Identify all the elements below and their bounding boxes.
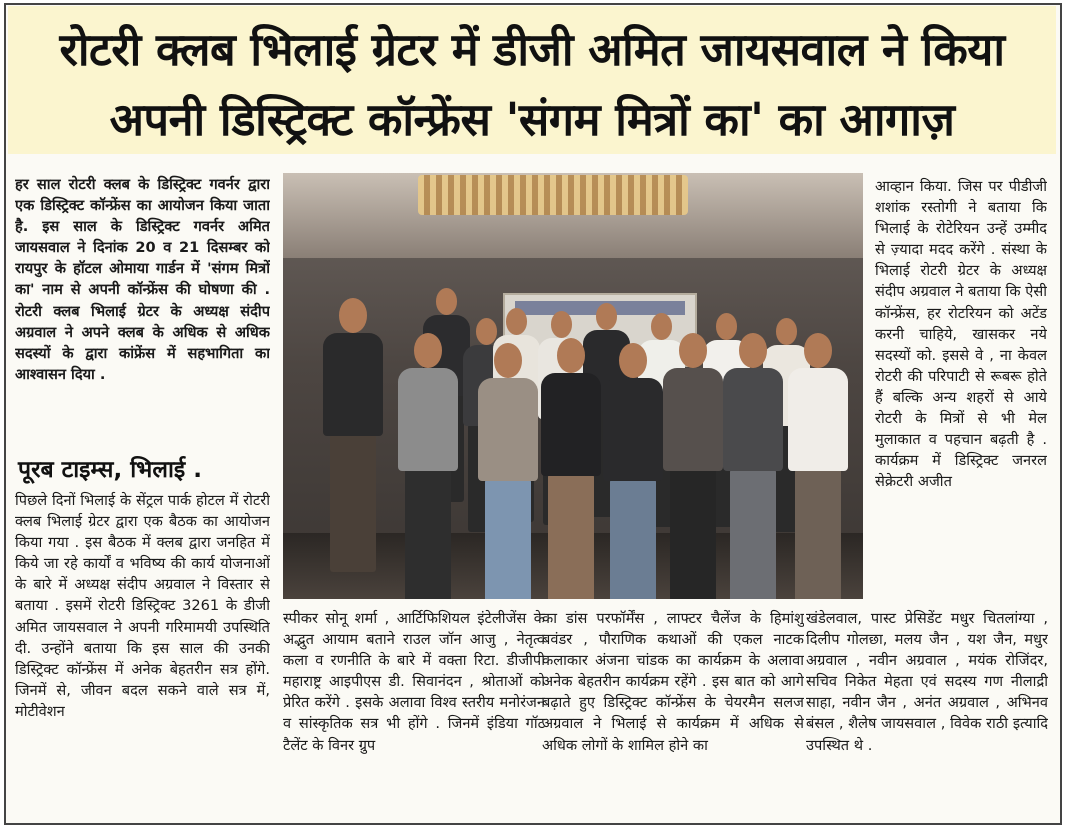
photo-person-head <box>596 303 618 330</box>
article-column-3: का डांस परफॉर्मेंस , लाफ्टर चैलेंज के हिमांशु बवंडर , पौराणिक कथाओं की एकल नाटक कलाकार अंजना चांडक का कार्यक्रम के अलावा अनेक बेहतरीन कार्यक्रम रहेंगे . इस बात को आगे बढ़ाते हुए डिस्ट्रिक्ट कॉन्फ्रेंस के चेयरमैन सलज अग्रवाल ने भिलाई से कार्यक्रम में अधिक से अधिक लोगों के शामिल होने का <box>542 610 804 754</box>
headline-banner <box>8 6 1056 154</box>
photo-person-head <box>557 338 585 373</box>
article-column-4-bottom: खंडेलवाल, पास्ट प्रेसिडेंट मधुर चितलांग्या , दिलीप गोलछा, मलय जैन , यश जैन, मधुर अग्रवाल , नवीन अग्रवाल , मयंक रोजिंदर, सचिव निकेत मेहता एवं सदस्य गण नीलाद्री साहा, नवीन जैन , अनंत अग्रवाल , अभिनव बंसल , शैलेष जायसवाल , विवेक राठी इत्यादि उपस्थित थे . <box>806 610 1048 754</box>
photo-person-head <box>776 318 798 345</box>
photo-person-legs <box>730 469 776 599</box>
article-column-1: पिछले दिनों भिलाई के सेंट्रल पार्क होटल में रोटरी क्लब भिलाई ग्रेटर द्वारा एक बैठक का आयोजन किया गया . इस बैठक में क्लब द्वारा जनहित में किये जा रहे कार्यों व भविष्य की कार्य योजनाओं के बारे में अध्यक्ष संदीप अग्रवाल ने विस्तार से बताया . इसमें रोटरी डिस्ट्रिक्ट 3261 के डीजी अमित जायसवाल ने अपनी गरिमामयी उपस्थिति दी. उन्होंने बताया कि इस साल की उनकी डिस्ट्रिक्ट कॉन्फ्रेंस में अनेक बेहतरीन सत्र होंगे. जिनमें से, जीवन बदल सकने वाले सत्र में, मोटीवेशन <box>15 492 270 720</box>
photo-person-body <box>398 368 458 472</box>
photo-person-head <box>679 333 707 368</box>
photo-person-body <box>723 368 783 472</box>
group-photo <box>283 173 863 599</box>
photo-person-legs <box>610 479 656 599</box>
photo-person-head <box>619 343 647 378</box>
headline-line-2: अपनी डिस्ट्रिक्ट कॉन्फ्रेंस 'संगम मित्रों का' का आगाज़ <box>109 93 955 146</box>
article-column-2: स्पीकर सोनू शर्मा , आर्टिफिशियल इंटेलीजेंस के अद्भुत आयाम बताने राउल जॉन आजु , नेतृत्व कला व रणनीति के बारे में वक्ता रिटा. डीजीपी महाराष्ट्र आइपीएस डी. सिवानंदन , श्रोताओं को प्रेरित करेंगे . इसके अलावा विश्व स्तरीय मनोरंजन व सांस्कृतिक सत्र भी होंगे . जिनमें इंडिया गॉट टैलेंट के विनर ग्रुप <box>283 610 545 754</box>
intro-paragraph: हर साल रोटरी क्लब के डिस्ट्रिक्ट गवर्नर द्वारा एक डिस्ट्रिक्ट कॉन्फ्रेंस का आयोजन किया जाता है. इस साल के डिस्ट्रिक्ट गवर्नर अमित जायसवाल ने दिनांक 20 व 21 दिसम्बर को रायपुर के हॉटल ओमाया गार्डन में 'संगम मित्रों का' नाम से अपनी कॉन्फ्रेंस की घोषणा की . रोटरी क्लब भिलाई ग्रेटर के अध्यक्ष संदीप अग्रवाल ने अपने क्लब के अधिक से अधिक सदस्यों के द्वारा कांफ्रेंस में सहभागिता का आश्वासन दिया . <box>15 176 270 383</box>
article-column-4-top: आव्हान किया. जिस पर पीडीजी शशांक रस्तोगी ने बताया कि भिलाई के रोटेरियन उन्हें उम्मीद से ज़्यादा मदद करेंगे . संस्था के भिलाई रोटरी ग्रेटर के अध्यक्ष संदीप अग्रवाल ने बताया कि ऐसी कॉन्फ्रेंस, हर रोटरियन को अटेंड करनी चाहिये, खासकर नये सदस्यों को. इससे वे , ना केवल रोटरी की परिपाटी से रूबरू होते हैं बल्कि अन्य शहरों से आये रोटरी के मित्रों से भी मेल मुलाकात व पहचान बढ़ती है . कार्यक्रम में डिस्ट्रिक्ट जनरल सेक्रेटरी अजीत <box>875 178 1047 491</box>
photo-person-legs <box>795 469 841 599</box>
photo-person-head <box>551 311 573 338</box>
photo-person-head <box>414 333 442 368</box>
photo-person-legs <box>405 469 451 599</box>
photo-person-body <box>788 368 848 472</box>
photo-person-legs <box>548 474 594 599</box>
photo-person-head <box>739 333 767 368</box>
photo-chandelier <box>418 175 688 215</box>
photo-person-legs <box>330 434 376 572</box>
photo-person-legs <box>485 479 531 599</box>
photo-person-head <box>494 343 522 378</box>
photo-person-head <box>506 308 528 335</box>
dateline: पूरब टाइम्स, भिलाई . <box>18 457 202 483</box>
photo-person-head <box>804 333 832 368</box>
photo-person-head <box>716 313 738 340</box>
photo-person-legs <box>670 469 716 599</box>
headline-line-1: रोटरी क्लब भिलाई ग्रेटर में डीजी अमित जायसवाल ने किया <box>59 23 1005 76</box>
photo-person-body <box>603 378 663 482</box>
photo-person-body <box>541 373 601 477</box>
photo-person-body <box>663 368 723 472</box>
photo-person-head <box>339 298 367 333</box>
photo-person-head <box>436 288 458 315</box>
photo-person-body <box>323 333 383 437</box>
photo-person-body <box>478 378 538 482</box>
photo-person-head <box>651 313 673 340</box>
